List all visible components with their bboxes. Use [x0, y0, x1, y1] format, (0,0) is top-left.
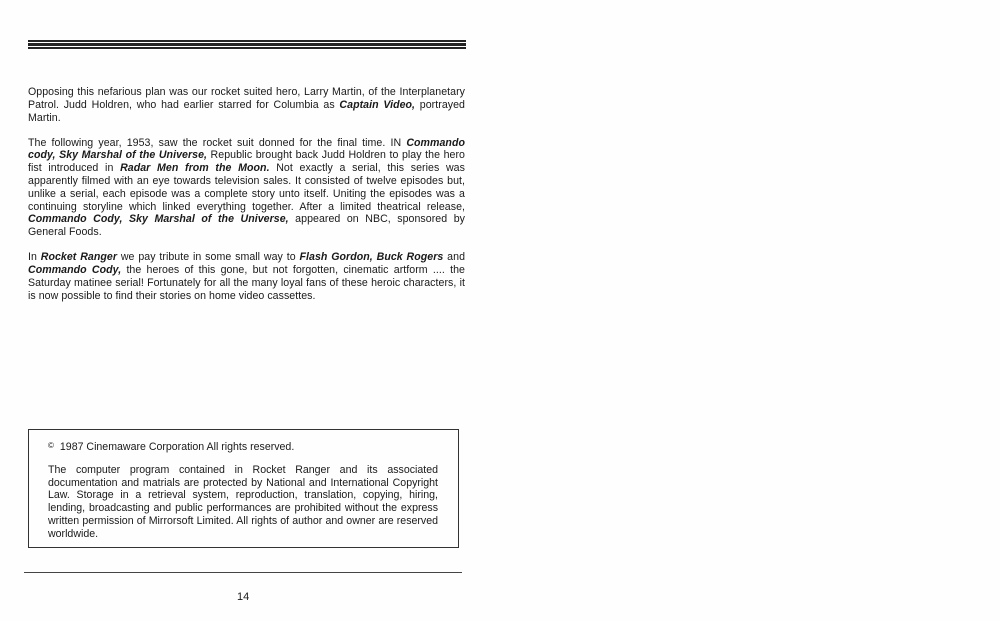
copyright-statement: 1987 Cinemaware Corporation All rights reserved. [59, 441, 295, 453]
copyright-symbol: © [48, 441, 54, 450]
footer-rule [24, 572, 462, 573]
emphasized-title: Radar Men from the Moon. [120, 162, 270, 175]
body-text-segment: Not exactly a serial, this series was apparently filmed with an eye towards television sales. It consisted of twelve episodes but, unlike a serial, each episode was a complete story unto itself. Uniting the episodes was a continuing storyline which linked everything together. After a limited theatrical release, [28, 162, 465, 213]
copyright-line [48, 441, 438, 454]
emphasized-title: Commando Cody, Sky Marshal of the Universe, [28, 213, 289, 226]
emphasized-title: Commando cody, Sky Marshal of the Universe, [28, 136, 465, 162]
body-text-segment: we pay tribute in some small way to [117, 251, 300, 264]
emphasized-title: Rocket Ranger [40, 251, 118, 264]
page-number: 14 [237, 591, 250, 603]
body-text-segment: and [443, 251, 466, 264]
copyright-box [28, 429, 459, 548]
header-rule [28, 40, 466, 49]
body-text-segment: appeared on NBC, sponsored by General Foods. [28, 213, 465, 239]
body-text-segment: Republic brought back Judd Holdren to play the hero fist introduced in [28, 149, 465, 175]
copyright-notice: The computer program contained in Rocket Ranger and its associated documentation and matrials are protected by National and International Copyright Law. Storage in a retrieval system, reproduction, translation, copying, hiring, lending, broadcasting and public performances are prohibited without the express written permission of Mirrorsoft Limited. All rights of author and owner are reserved worldwide. [48, 463, 438, 540]
emphasized-title: Captain Video, [339, 98, 416, 111]
emphasized-title: Flash Gordon, Buck Rogers [299, 251, 444, 264]
body-paragraph [28, 137, 465, 239]
body-text-segment: the heroes of this gone, but not forgotten, cinematic artform .... the Saturday matinee serial! Fortunately for all the many loyal fans of these heroic characters, it is now possible to find their stories on home video cassettes. [28, 264, 465, 302]
body-text-segment: The following year, 1953, saw the rocket suit donned for the final time. IN [28, 136, 407, 149]
body-paragraph [28, 251, 465, 302]
body-paragraph [28, 86, 465, 124]
body-text [28, 86, 465, 315]
emphasized-title: Commando Cody, [28, 264, 122, 277]
body-text-segment: Opposing this nefarious plan was our rocket suited hero, Larry Martin, of the Interplanetary Patrol. Judd Holdren, who had earlier starred for Columbia as [28, 86, 465, 111]
body-text-segment: In [28, 251, 41, 264]
body-text-segment: portrayed Martin. [28, 98, 466, 124]
